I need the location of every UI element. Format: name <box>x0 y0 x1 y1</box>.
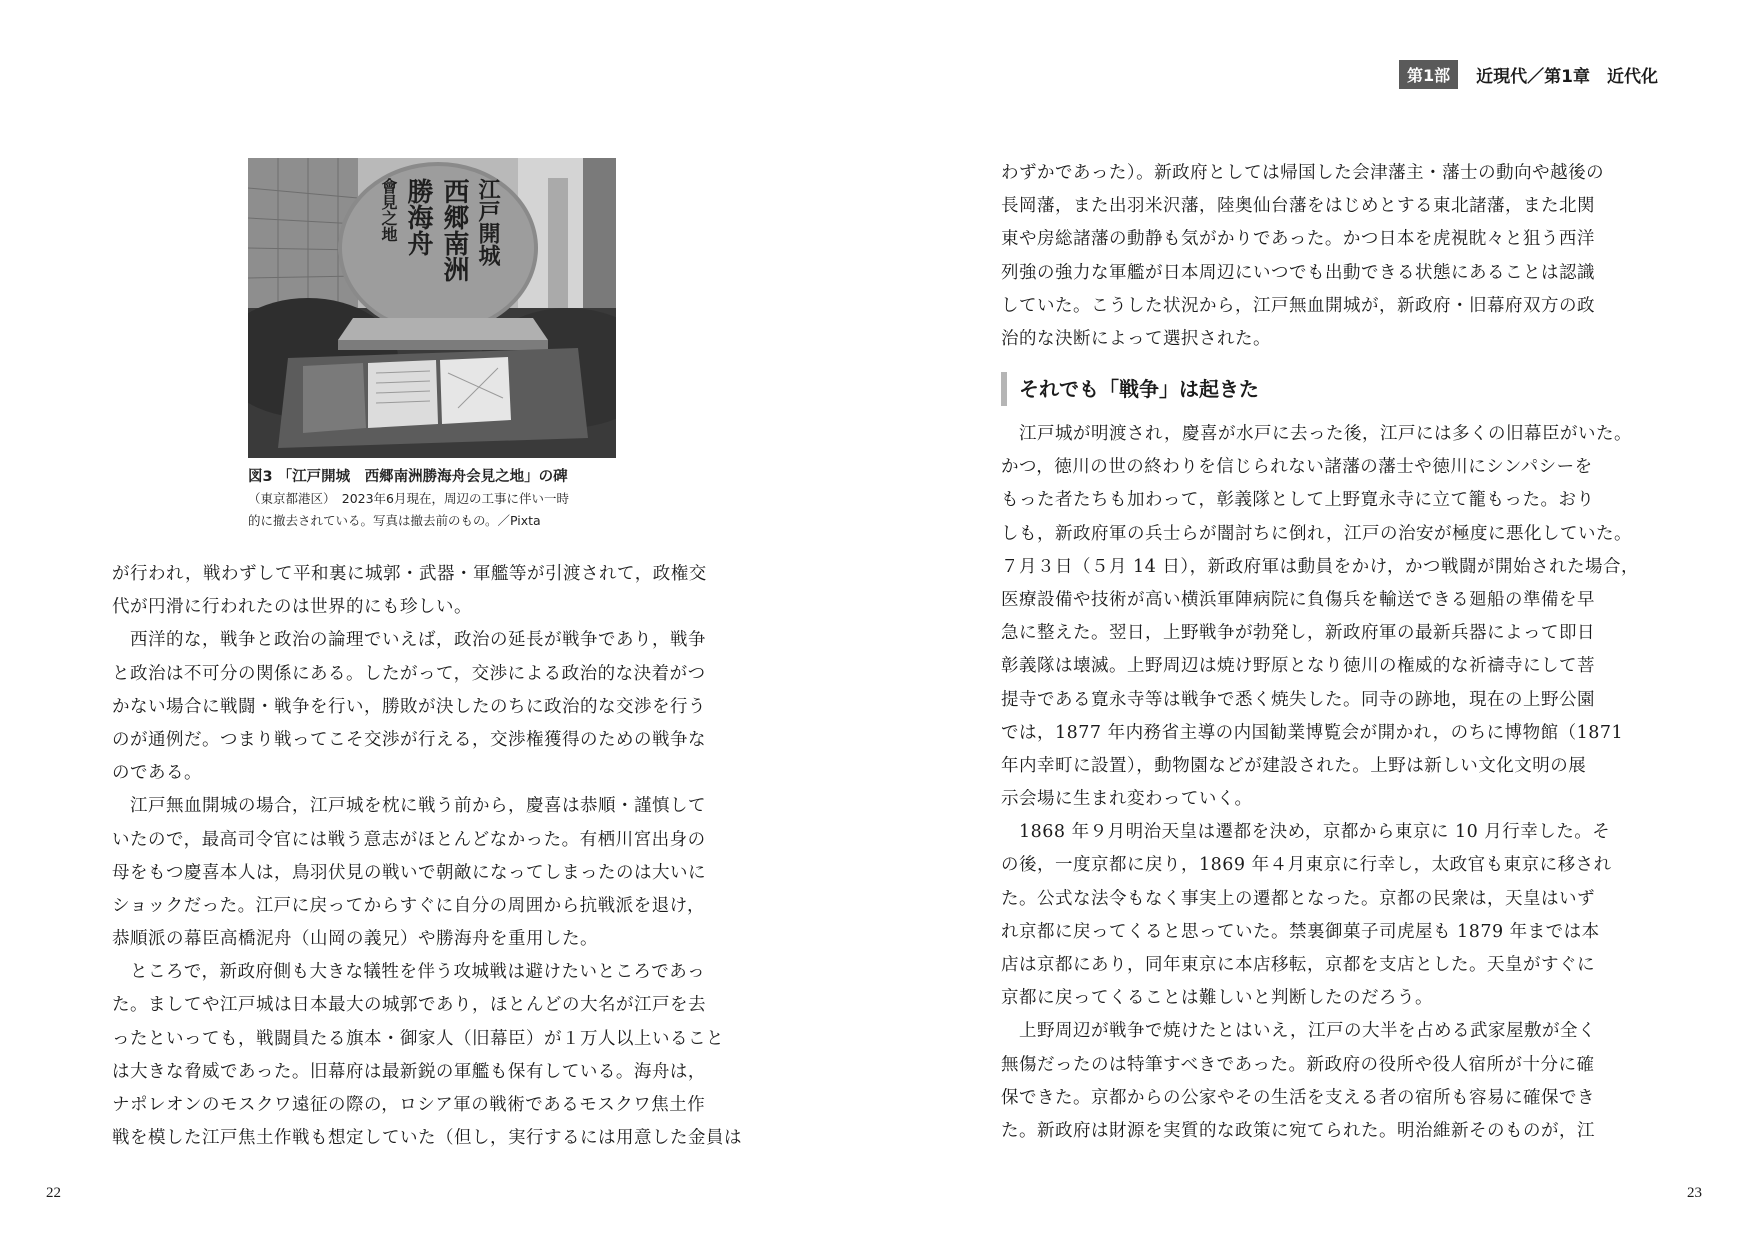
text-line: のが通例だ。つまり戦ってこそ交渉が行える，交渉権獲得のための戦争な <box>112 729 706 750</box>
text-line: た。公式な法令もなく事実上の遷都となった。京都の民衆は，天皇はいず <box>1001 888 1595 909</box>
text-line: 示会場に生まれ変わっていく。 <box>1001 789 1253 810</box>
right-top-text <box>1001 157 1661 356</box>
text-line: 医療設備や技術が高い横浜軍陣病院に負傷兵を輸送できる廻船の準備を早 <box>1001 589 1595 610</box>
text-line: の後，一度京都に戻り，1869 年４月東京に行幸し，太政官も東京に移され <box>1001 855 1612 876</box>
monument-line-2: 西郷南洲 <box>439 178 469 282</box>
text-line: 無傷だったのは特筆すべきであった。新政府の役所や役人宿所が十分に確 <box>1001 1054 1595 1075</box>
text-line: 母をもつ慶喜本人は，鳥羽伏見の戦いで朝敵になってしまったのは大いに <box>112 862 706 883</box>
text-line: 東や房総諸藩の動静も気がかりであった。かつ日本を虎視眈々と狙う西洋 <box>1001 229 1595 250</box>
monument-line-4: 會見之地 <box>379 178 398 242</box>
text-line: 年内幸町に設置），動物園などが建設された。上野は新しい文化文明の展 <box>1001 755 1587 776</box>
page-number: 22 <box>46 1185 61 1201</box>
text-line: 代が円滑に行われたのは世界的にも珍しい。 <box>112 597 472 618</box>
text-line: 急に整えた。翌日，上野戦争が勃発し，新政府軍の最新兵器によって即日 <box>1001 623 1595 644</box>
text-line: れ京都に戻ってくると思っていた。禁裏御菓子司虎屋も 1879 年までは本 <box>1001 921 1600 942</box>
text-line: た。新政府は財源を実質的な政策に宛てられた。明治維新そのものが，江 <box>1001 1120 1595 1141</box>
caption-title: 図3 「江戸開城 西郷南洲勝海舟会見之地」の碑 <box>248 469 568 485</box>
right-body-text <box>1001 418 1661 1148</box>
text-line: 恭順派の幕臣高橋泥舟（山岡の義兄）や勝海舟を重用した。 <box>112 929 598 950</box>
text-line: しも，新政府軍の兵士らが闇討ちに倒れ，江戸の治安が極度に悪化していた。 <box>1001 523 1633 544</box>
text-line: は大きな脅威であった。旧幕府は最新鋭の軍艦も保有している。海舟は， <box>112 1061 706 1082</box>
text-line: ところで，新政府側も大きな犠牲を伴う攻城戦は避けたいところであっ <box>112 962 706 983</box>
text-line: していた。こうした状況から，江戸無血開城が，新政府・旧幕府双方の政 <box>1001 295 1595 316</box>
text-line: 西洋的な，戦争と政治の論理でいえば，政治の延長が戦争であり，戦争 <box>112 630 706 651</box>
part-badge: 第1部 <box>1399 60 1458 89</box>
text-line: 江戸無血開城の場合，江戸城を枕に戦う前から，慶喜は恭順・謹慎して <box>112 796 706 817</box>
monument-photo <box>248 158 616 458</box>
left-body-text <box>112 558 762 1155</box>
text-line: と政治は不可分の関係にある。したがって，交渉による政治的な決着がつ <box>112 663 706 684</box>
text-line: 列強の強力な軍艦が日本周辺にいつでも出動できる状態にあることは認識 <box>1001 262 1595 283</box>
text-line: 1868 年９月明治天皇は遷都を決め，京都から東京に 10 月行幸した。そ <box>1001 822 1611 843</box>
text-line: かない場合に戦闘・戦争を行い，勝敗が決したのちに政治的な交渉を行う <box>112 696 706 717</box>
figure-caption <box>248 466 628 532</box>
running-head <box>1399 60 1658 89</box>
text-line: 江戸城が明渡され，慶喜が水戸に去った後，江戸には多くの旧幕臣がいた。 <box>1001 424 1633 444</box>
text-line: 上野周辺が戦争で焼けたとはいえ，江戸の大半を占める武家屋敷が全く <box>1001 1021 1597 1042</box>
page-number: 23 <box>1687 1185 1702 1201</box>
right-page <box>874 0 1748 1240</box>
text-line: 店は京都にあり，同年東京に本店移転，京都を支店とした。天皇がすぐに <box>1001 955 1595 975</box>
text-line: ったといっても，戦闘員たる旗本・御家人（旧幕臣）が１万人以上いること <box>112 1028 724 1049</box>
text-line: 京都に戻ってくることは難しいと判断したのだろう。 <box>1001 988 1433 1009</box>
text-line: 彰義隊は壊滅。上野周辺は焼け野原となり徳川の権威的な祈禱寺にして菩 <box>1001 656 1595 677</box>
caption-line: 的に撤去されている。写真は撤去前のもの。／Pixta <box>248 513 541 528</box>
text-line: ７月３日（５月 14 日），新政府軍は動員をかけ，かつ戦闘が開始された場合， <box>1001 556 1639 577</box>
chapter-title: 近現代／第1章 近代化 <box>1476 67 1658 87</box>
text-line: ナポレオンのモスクワ遠征の際の，ロシア軍の戦術であるモスクワ焦土作 <box>112 1095 706 1115</box>
text-line: 治的な決断によって選択された。 <box>1001 328 1271 349</box>
text-line: 保できた。京都からの公家やその生活を支える者の宿所も容易に確保でき <box>1001 1087 1595 1108</box>
monument-line-3: 勝海舟 <box>403 178 433 256</box>
text-line: のである。 <box>112 763 202 784</box>
text-line: いたので，最高司令官には戦う意志がほとんどなかった。有栖川宮出身の <box>112 829 706 850</box>
text-line: 戦を模した江戸焦土作戦も想定していた（但し，実行するには用意した金員は <box>112 1128 742 1149</box>
text-line: 長岡藩，また出羽米沢藩，陸奥仙台藩をはじめとする東北諸藩，また北関 <box>1001 196 1595 217</box>
text-line: では，1877 年内務省主導の内国勧業博覧会が開かれ，のちに博物館（1871 <box>1001 722 1624 743</box>
text-line: もった者たちも加わって，彰義隊として上野寛永寺に立て籠もった。おり <box>1001 490 1595 511</box>
text-line: が行われ，戦わずして平和裏に城郭・武器・軍艦等が引渡されて，政権交 <box>112 564 707 584</box>
caption-line: （東京都港区） 2023年6月現在，周辺の工事に伴い一時 <box>248 491 570 506</box>
section-heading: それでも「戦争」は起きた <box>1001 372 1259 406</box>
monument-inscription <box>360 178 520 318</box>
text-line: 提寺である寛永寺等は戦争で悉く焼失した。同寺の跡地，現在の上野公園 <box>1001 689 1595 710</box>
text-line: ショックだった。江戸に戻ってからすぐに自分の周囲から抗戦派を退け， <box>112 895 705 916</box>
text-line: かつ，徳川の世の終わりを信じられない諸藩の藩士や徳川にシンパシーを <box>1001 457 1593 478</box>
monument-line-1: 江戸開城 <box>475 178 501 266</box>
text-line: た。ましてや江戸城は日本最大の城郭であり，ほとんどの大名が江戸を去 <box>112 995 706 1016</box>
text-line: わずかであった）。新政府としては帰国した会津藩主・藩士の動向や越後の <box>1001 163 1605 183</box>
